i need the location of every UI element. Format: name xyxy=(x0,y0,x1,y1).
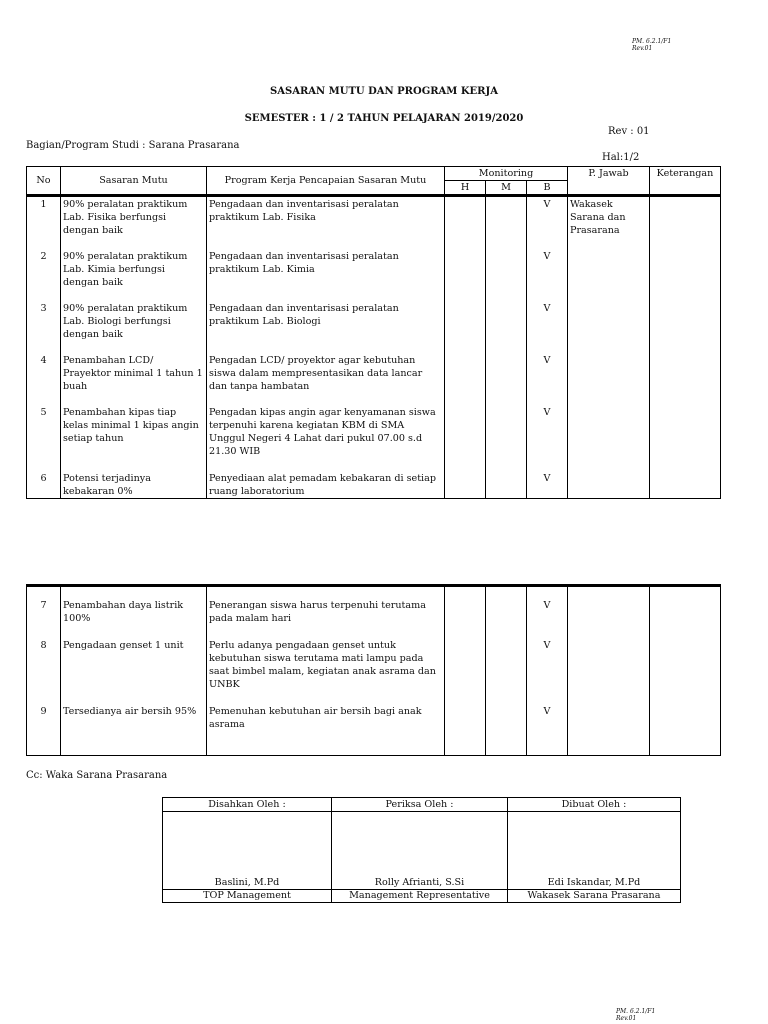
row-sasaran: 90% peralatan praktikum Lab. Biologi berfungsi dengan baik xyxy=(63,303,188,340)
row-no: 3 xyxy=(40,303,47,314)
row-mark: V xyxy=(543,706,551,717)
page-number: Hal:1/2 xyxy=(602,152,640,163)
row-program: Penerangan siswa harus terpenuhi terutama pada malam hari xyxy=(209,600,426,624)
row-sasaran: 90% peralatan praktikum Lab. Kimia berfungsi dengan baik xyxy=(63,251,188,288)
department-label: Bagian/Program Studi : Sarana Prasarana xyxy=(26,140,240,151)
no-column xyxy=(27,586,61,756)
row-mark: V xyxy=(543,303,551,314)
col-header-program: Program Kerja Pencapaian Sasaran Mutu xyxy=(207,167,445,196)
sign-header-checked: Periksa Oleh : xyxy=(332,798,508,812)
sasaran-column xyxy=(61,586,207,756)
row-mark: V xyxy=(543,473,551,484)
row-mark: V xyxy=(543,355,551,366)
row-sasaran: Penambahan kipas tiap kelas minimal 1 kipas angin setiap tahun xyxy=(63,407,199,444)
monitoring-b-column xyxy=(527,196,568,499)
sign-role-made: Wakasek Sarana Prasarana xyxy=(508,890,681,903)
doc-ref-rev-bottom: Rev.01 xyxy=(616,1015,637,1022)
target-table xyxy=(26,166,721,499)
sign-name-approved: Baslini, M.Pd xyxy=(163,812,332,890)
col-header-pjawab: P. Jawab xyxy=(568,167,650,196)
pjawab-value: Wakasek Sarana dan Prasarana xyxy=(570,199,626,236)
pjawab-column xyxy=(568,586,650,756)
document-title: SASARAN MUTU DAN PROGRAM KERJA xyxy=(270,86,498,97)
row-sasaran: Penambahan LCD/ Prayektor minimal 1 tahun 1 buah xyxy=(63,355,203,392)
keterangan-column xyxy=(650,196,721,499)
row-no: 2 xyxy=(40,251,47,262)
signature-table xyxy=(162,797,681,903)
table-body xyxy=(27,196,721,499)
row-program: Perlu adanya pengadaan genset untuk kebutuhan siswa terutama mati lampu pada saat bimbel malam, kegiatan anak asrama dan UNBK xyxy=(209,640,436,690)
row-program: Penyediaan alat pemadam kebakaran di setiap ruang laboratorium xyxy=(209,473,436,497)
row-mark: V xyxy=(543,251,551,262)
monitoring-h-column xyxy=(445,586,486,756)
table-body-continued xyxy=(27,586,721,756)
sign-role-checked: Management Representative xyxy=(332,890,508,903)
row-no: 6 xyxy=(40,473,47,484)
sign-name-made: Edi Iskandar, M.Pd xyxy=(508,812,681,890)
revision-label: Rev : 01 xyxy=(608,126,650,137)
doc-ref-code-bottom: PM. 6.2.1/F1 xyxy=(616,1008,656,1015)
row-sasaran: Tersedianya air bersih 95% xyxy=(63,706,197,717)
col-header-keterangan: Keterangan xyxy=(650,167,721,196)
row-no: 1 xyxy=(40,199,47,210)
doc-ref-top xyxy=(632,38,671,52)
semester-line: SEMESTER : 1 / 2 TAHUN PELAJARAN 2019/2020 xyxy=(244,113,524,124)
col-header-monitoring: Monitoring xyxy=(445,167,568,181)
target-table-continued xyxy=(26,584,721,756)
row-sasaran: Potensi terjadinya kebakaran 0% xyxy=(63,473,151,497)
program-column xyxy=(207,586,445,756)
row-no: 7 xyxy=(40,600,47,611)
row-program: Pengadan kipas angin agar kenyamanan siswa terpenuhi karena kegiatan KBM di SMA Unggul Negeri 4 Lahat dari pukul 07.00 s.d 21.30 WIB xyxy=(209,407,436,457)
row-sasaran: Pengadaan genset 1 unit xyxy=(63,640,184,651)
col-header-m: M xyxy=(486,181,527,196)
monitoring-m-column xyxy=(486,586,527,756)
no-column xyxy=(27,196,61,499)
row-program: Pengadaan dan inventarisasi peralatan praktikum Lab. Biologi xyxy=(209,303,399,327)
row-no: 9 xyxy=(40,706,47,717)
row-mark: V xyxy=(543,407,551,418)
doc-ref-bottom xyxy=(616,1008,655,1022)
row-mark: V xyxy=(543,199,551,210)
sign-header-approved: Disahkan Oleh : xyxy=(163,798,332,812)
sign-name-checked: Rolly Afrianti, S.Si xyxy=(332,812,508,890)
row-program: Pemenuhan kebutuhan air bersih bagi anak asrama xyxy=(209,706,422,730)
keterangan-column xyxy=(650,586,721,756)
doc-ref-rev: Rev.01 xyxy=(632,45,653,52)
row-program: Pengadan LCD/ proyektor agar kebutuhan siswa dalam mempresentasikan data lancar dan tanpa hambatan xyxy=(209,355,423,392)
col-header-h: H xyxy=(445,181,486,196)
monitoring-m-column xyxy=(486,196,527,499)
col-header-b: B xyxy=(527,181,568,196)
pjawab-column xyxy=(568,196,650,499)
sasaran-column xyxy=(61,196,207,499)
monitoring-b-column xyxy=(527,586,568,756)
col-header-sasaran: Sasaran Mutu xyxy=(61,167,207,196)
row-no: 4 xyxy=(40,355,47,366)
program-column xyxy=(207,196,445,499)
col-header-no: No xyxy=(27,167,61,196)
row-program: Pengadaan dan inventarisasi peralatan praktikum Lab. Fisika xyxy=(209,199,399,223)
doc-ref-code: PM. 6.2.1/F1 xyxy=(632,38,672,45)
row-mark: V xyxy=(543,600,551,611)
monitoring-h-column xyxy=(445,196,486,499)
row-sasaran: 90% peralatan praktikum Lab. Fisika berfungsi dengan baik xyxy=(63,199,188,236)
cc-line: Cc: Waka Sarana Prasarana xyxy=(26,770,168,781)
sign-role-approved: TOP Management xyxy=(163,890,332,903)
row-program: Pengadaan dan inventarisasi peralatan praktikum Lab. Kimia xyxy=(209,251,399,275)
row-no: 8 xyxy=(40,640,47,651)
sign-header-made: Dibuat Oleh : xyxy=(508,798,681,812)
row-mark: V xyxy=(543,640,551,651)
row-sasaran: Penambahan daya listrik 100% xyxy=(63,600,184,624)
row-no: 5 xyxy=(40,407,47,418)
